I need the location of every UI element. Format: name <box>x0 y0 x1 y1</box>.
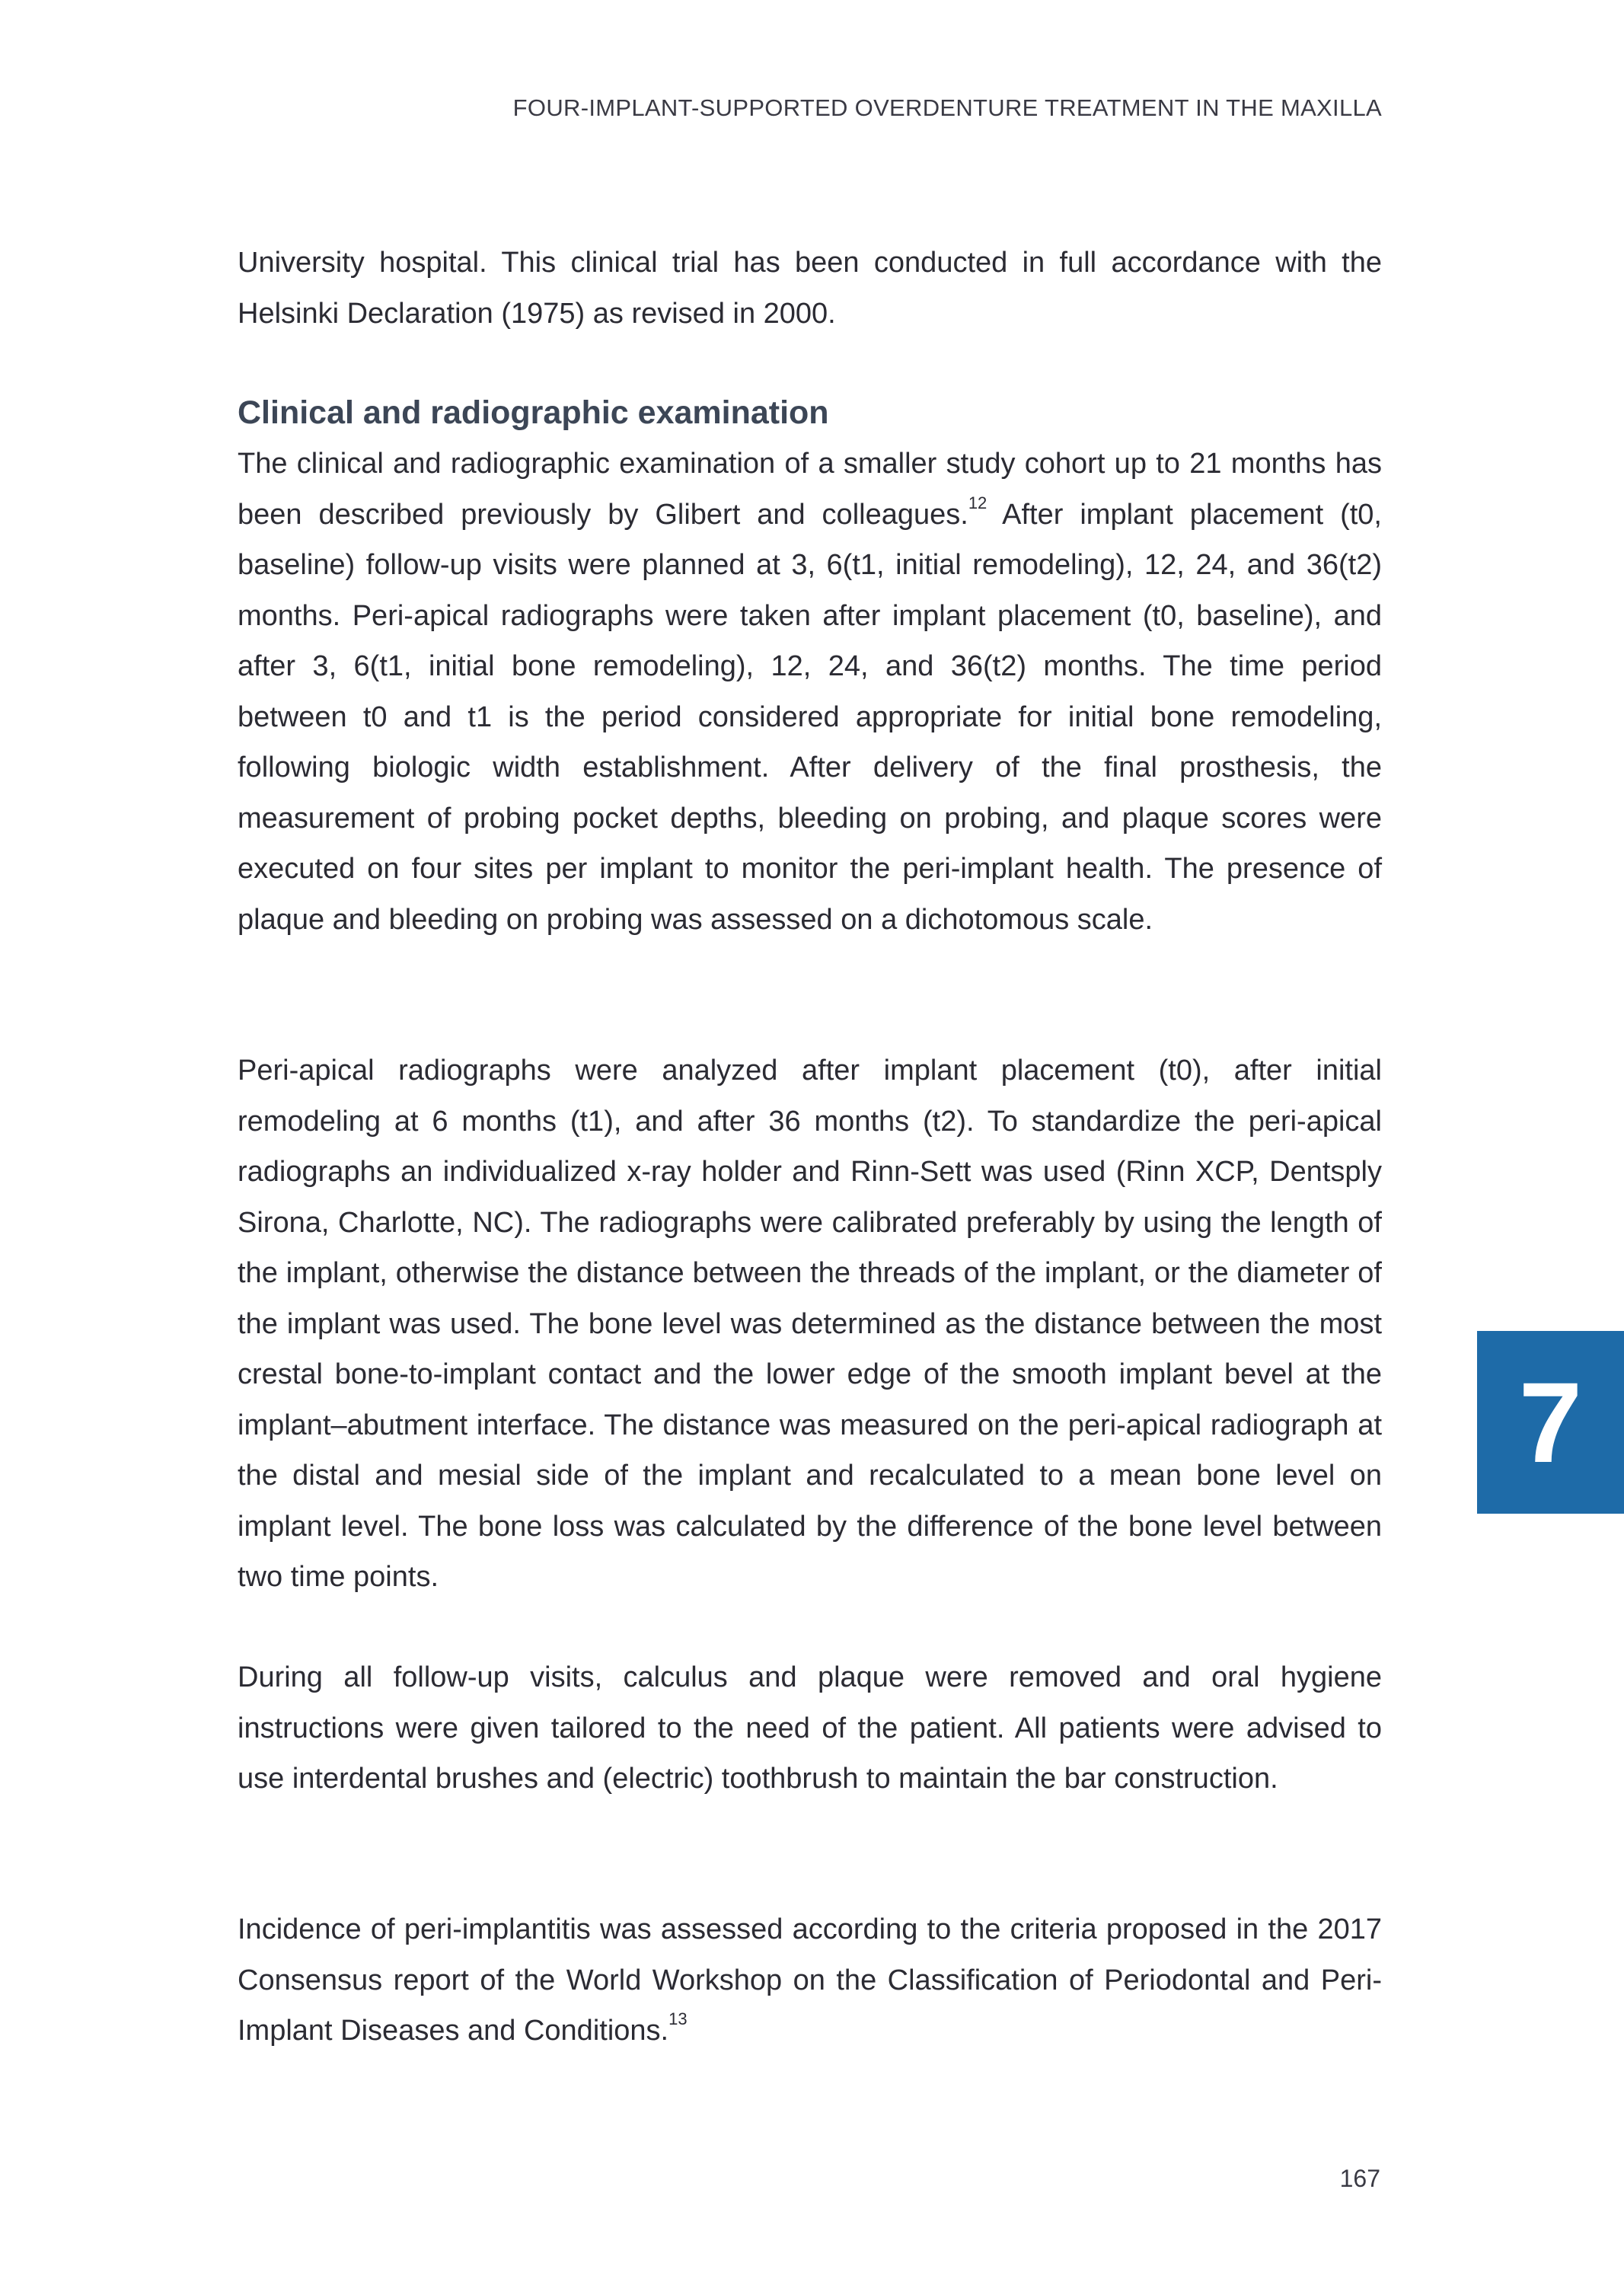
paragraph1-part2: After implant placement (t0, baseline) follow-up visits were planned at 3, 6(t1, initial remodeling), 12, 24, and 36(t2) months. Peri-apical radiographs were taken after implant placement (t0, baseline), and after 3, 6(t1, initial bone remodeling), 12, 24, and 36(t2) months. The time period between t0 and t1 is the period considered appropriate for initial bone remodeling, following biologic width establishment. After delivery of the final prosthesis, the measurement of probing pocket depths, bleeding on probing, and plaque scores were executed on four sites per implant to monitor the peri-implant health. The presence of plaque and bleeding on probing was assessed on a dichotomous scale. <box>238 498 1382 936</box>
paragraph4-text: Incidence of peri-implantitis was assessed according to the criteria proposed in the 2017 Consensus report of the World Workshop on the Classification of Periodontal and Peri-Implant Diseases and Conditions. <box>238 1913 1382 2047</box>
reference-13: 13 <box>668 2009 688 2029</box>
paragraph1-part1: The clinical and radiographic examination of a smaller study cohort up to 21 months has been described previously by Glibert and colleagues. <box>238 448 1382 531</box>
chapter-number: 7 <box>1518 1358 1583 1486</box>
intro-paragraph <box>238 238 1382 339</box>
paragraph-clinical-examination-text <box>238 439 1382 945</box>
paragraph-radiographs-text: Peri-apical radiographs were analyzed after implant placement (t0), after initial remodeling at 6 months (t1), and after 36 months (t2). To standardize the peri-apical radiographs an individualized x-ray holder and Rinn-Sett was used (Rinn XCP, Dentsply Sirona, Charlotte, NC). The radiographs were calibrated preferably by using the length of the implant, otherwise the distance between the threads of the implant, or the diameter of the implant was used. The bone level was determined as the distance between the most crestal bone-to-implant contact and the lower edge of the smooth implant bevel at the implant–abutment interface. The distance was measured on the peri-apical radiograph at the distal and mesial side of the implant and recalculated to a mean bone level on implant level. The bone loss was calculated by the difference of the bone level between two time points. <box>238 1055 1382 1593</box>
paragraph-peri-implantitis-text <box>238 1904 1382 2057</box>
paragraph-radiographs <box>238 1045 1382 1603</box>
reference-12: 12 <box>968 493 987 512</box>
paragraph-peri-implantitis <box>238 1904 1382 2057</box>
chapter-tab <box>1477 1331 1624 1514</box>
running-head: FOUR-IMPLANT-SUPPORTED OVERDENTURE TREATMENT IN THE MAXILLA <box>512 94 1382 121</box>
paragraph-follow-up-text: During all follow-up visits, calculus and plaque were removed and oral hygiene instructions were given tailored to the need of the patient. All patients were advised to use interdental brushes and (electric) toothbrush to maintain the bar construction. <box>238 1661 1382 1795</box>
intro-paragraph-text: University hospital. This clinical trial has been conducted in full accordance with the Helsinki Declaration (1975) as revised in 2000. <box>238 247 1382 330</box>
page-number: 167 <box>1339 2165 1380 2192</box>
paragraph-follow-up <box>238 1652 1382 1805</box>
section-heading: Clinical and radiographic examination <box>238 394 829 431</box>
paragraph-clinical-examination <box>238 439 1382 945</box>
